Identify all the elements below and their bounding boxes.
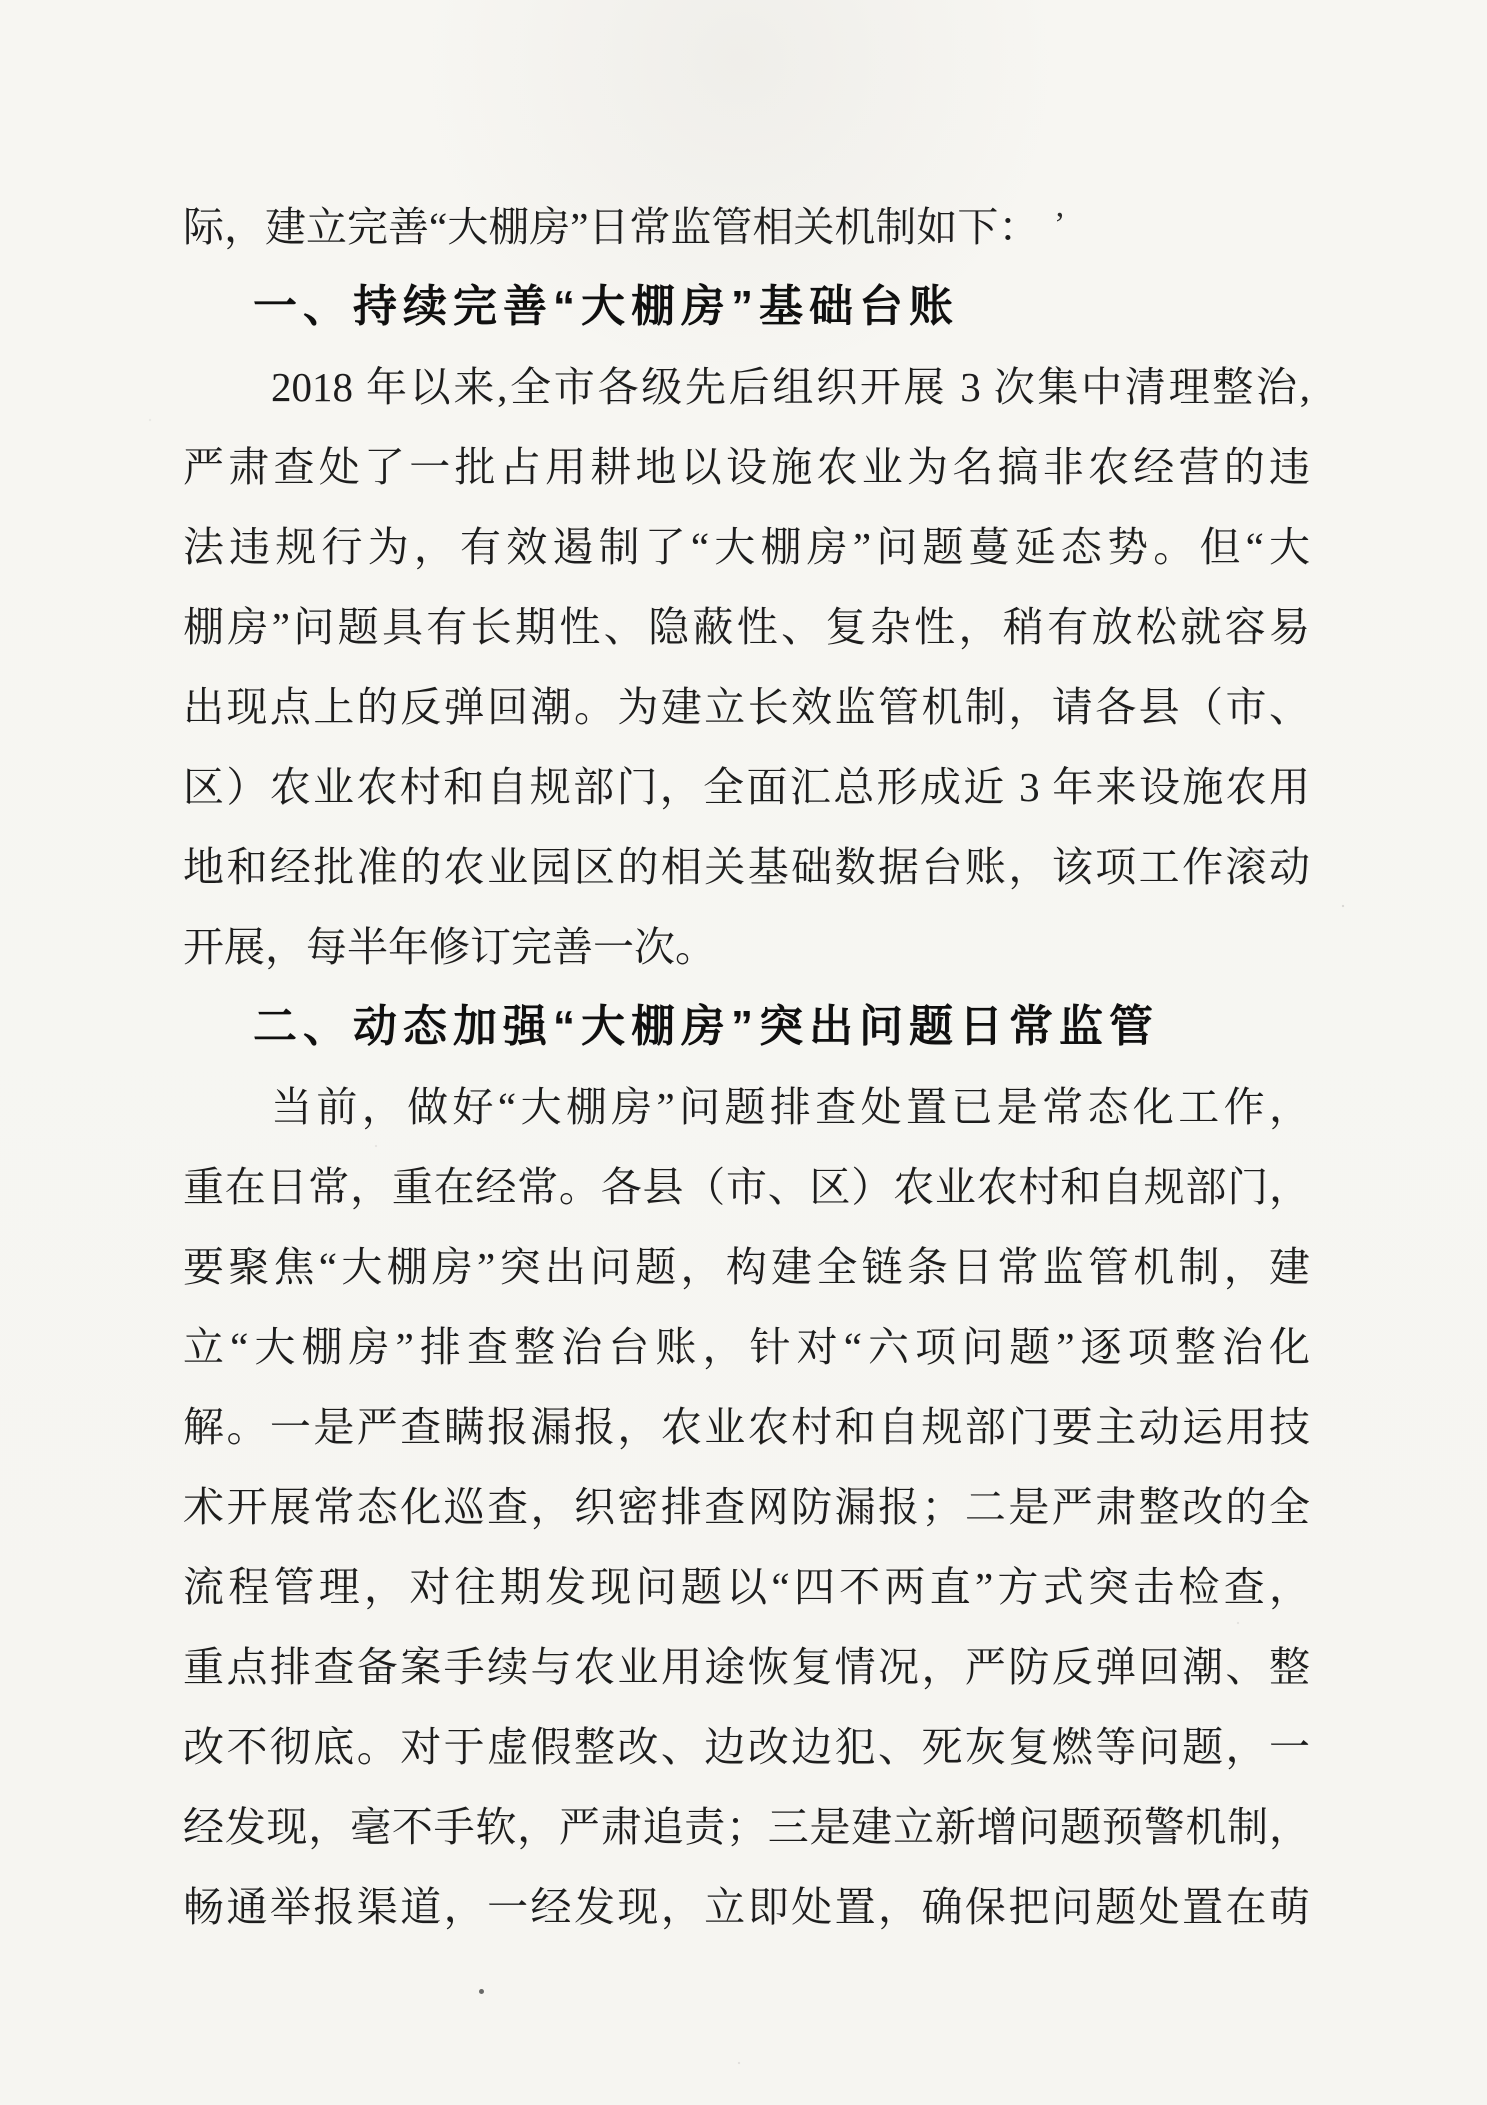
text-line: 解。一是严查瞒报漏报，农业农村和自规部门要主动运用技 <box>183 1404 1310 1450</box>
text-line: 重点排查备案手续与农业用途恢复情况，严防反弹回潮、整 <box>183 1644 1310 1690</box>
text-line: 当前，做好“大棚房”问题排查处置已是常态化工作， <box>271 1084 1310 1130</box>
text-line: 改不彻底。对于虚假整改、边改边犯、死灰复燃等问题，一 <box>183 1724 1310 1770</box>
text-line: 际，建立完善“大棚房”日常监管相关机制如下： <box>183 204 1040 250</box>
document-body <box>183 187 1310 1947</box>
text-line: 要聚焦“大棚房”突出问题，构建全链条日常监管机制，建 <box>183 1244 1310 1290</box>
section-heading: 二、动态加强“大棚房”突出问题日常监管 <box>253 1002 1159 1051</box>
text-line: 地和经批准的农业园区的相关基础数据台账，该项工作滚动 <box>183 844 1310 890</box>
text-line: 区）农业农村和自规部门，全面汇总形成近 3 年来设施农用 <box>183 764 1310 810</box>
scan-artifact-dot <box>479 1989 484 1994</box>
text-line: 开展，每半年修订完善一次。 <box>183 924 716 970</box>
scan-artifact-mark: ’ <box>1054 206 1066 243</box>
text-line: 法违规行为，有效遏制了“大棚房”问题蔓延态势。但“大 <box>183 524 1310 570</box>
text-line: 重在日常，重在经常。各县（市、区）农业农村和自规部门， <box>183 1164 1310 1210</box>
text-line: 严肃查处了一批占用耕地以设施农业为名搞非农经营的违 <box>183 444 1310 490</box>
section-heading: 一、持续完善“大棚房”基础台账 <box>253 282 959 331</box>
text-line: 出现点上的反弹回潮。为建立长效监管机制，请各县（市、 <box>183 684 1310 730</box>
text-line: 立“大棚房”排查整治台账，针对“六项问题”逐项整治化 <box>183 1324 1310 1370</box>
text-line: 畅通举报渠道，一经发现，立即处置，确保把问题处置在萌 <box>183 1884 1310 1930</box>
text-line: 2018 年以来,全市各级先后组织开展 3 次集中清理整治, <box>271 364 1310 410</box>
text-line: 流程管理，对往期发现问题以“四不两直”方式突击检查， <box>183 1564 1310 1610</box>
text-line: 术开展常态化巡查，织密排查网防漏报；二是严肃整改的全 <box>183 1484 1310 1530</box>
text-line: 棚房”问题具有长期性、隐蔽性、复杂性，稍有放松就容易 <box>183 604 1310 650</box>
text-line: 经发现，毫不手软，严肃追责；三是建立新增问题预警机制， <box>183 1804 1310 1850</box>
